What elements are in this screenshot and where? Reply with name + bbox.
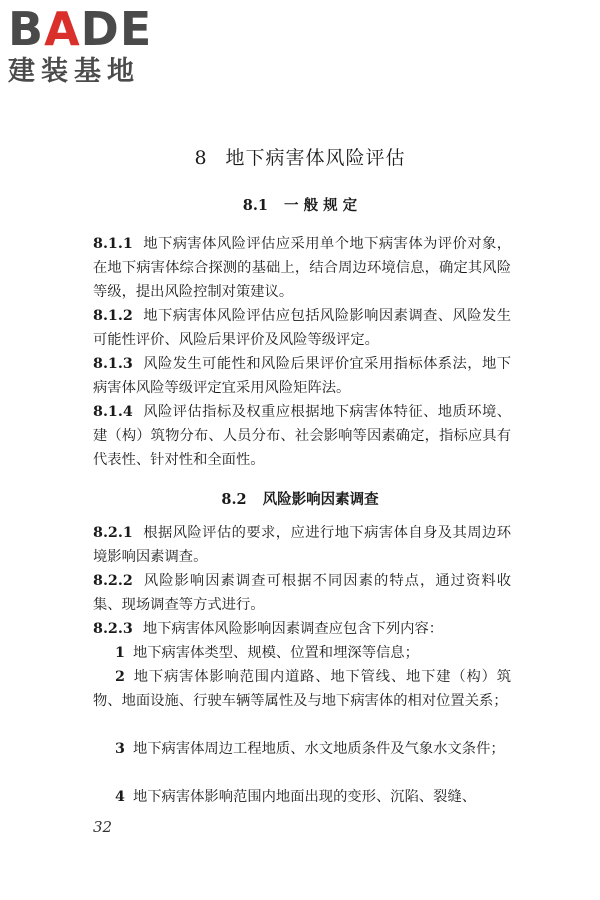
list-item: 3 地下病害体周边工程地质、水文地质条件及气象水文条件； (115, 741, 505, 757)
clause-8-1-3: 8.1.3 风险发生可能性和风险后果评价宜采用指标体系法，地下病害体风险等级评定宜采用风险矩阵法。 (93, 356, 511, 396)
clause-8-2-3: 8.2.3 地下病害体风险影响因素调查应包含下列内容： (93, 621, 444, 637)
list-item: 4 地下病害体影响范围内地面出现的变形、沉陷、裂缝、 (115, 789, 477, 805)
clause-8-1-4: 8.1.4 风险评估指标及权重应根据地下病害体特征、地质环境、建（构）筑物分布、人员分布、社会影响等因素确定，指标应具有代表性、针对性和全面性。 (93, 404, 511, 468)
bade-logo (8, 2, 178, 90)
logo-mark: BADE (8, 2, 153, 56)
logo-subtitle: 建装基地 (8, 56, 140, 87)
clause-8-2-1: 8.2.1 根据风险评估的要求，应进行地下病害体自身及其周边环境影响因素调查。 (93, 525, 511, 565)
list-item: 1 地下病害体类型、规模、位置和埋深等信息； (115, 645, 419, 661)
clause-8-1-1: 8.1.1 地下病害体风险评估应采用单个地下病害体为评价对象，在地下病害体综合探测的基础上，结合周边环境信息，确定其风险等级，提出风险控制对策建议。 (93, 236, 511, 300)
section-title: 8.2 风险影响因素调查 (221, 491, 379, 508)
page-number: 32 (93, 818, 113, 836)
clause-8-1-2: 8.1.2 地下病害体风险评估应包括风险影响因素调查、风险发生可能性评价、风险后果评价及风险等级评定。 (93, 308, 511, 348)
list-item: 2 地下病害体影响范围内道路、地下管线、地下建（构）筑物、地面设施、行驶车辆等属性及与地下病害体的相对位置关系； (93, 669, 511, 709)
chapter-title: 8 地下病害体风险评估 (194, 147, 406, 169)
section-title: 8.1 一 般 规 定 (242, 197, 358, 214)
clause-8-2-2: 8.2.2 风险影响因素调查可根据不同因素的特点，通过资料收集、现场调查等方式进行。 (93, 573, 511, 613)
